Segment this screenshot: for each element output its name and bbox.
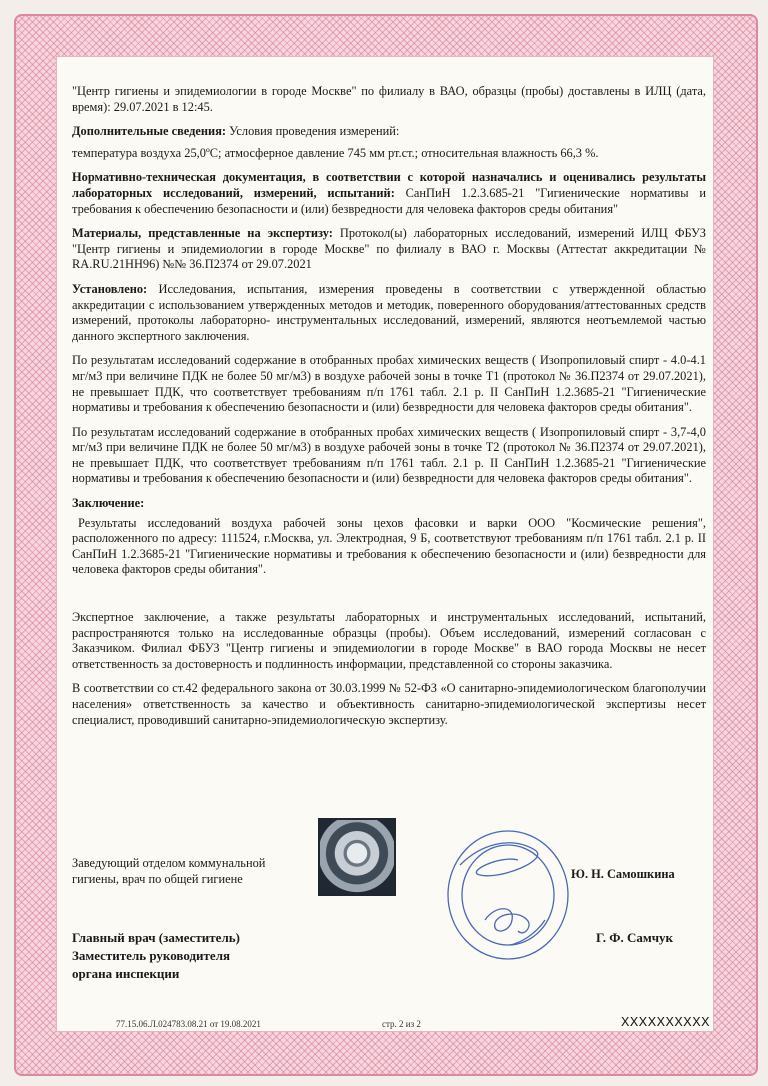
head-signatory-name: Ю. Н. Самошкина bbox=[571, 867, 675, 881]
established-paragraph bbox=[72, 282, 706, 344]
head-signatory-title: Заведующий отделом коммунальной гигиены, врач по общей гигиене bbox=[72, 856, 266, 886]
materials-text: Протокол(ы) лабораторных исследований, измерений ИЛЦ ФБУЗ "Центр гигиены и эпидемиологии в городе Москве" по филиалу в ВАО г. Москвы (Аттестат аккредитации № RA.RU.21НН96) №№ 36.П2374 от 29.07.2021 bbox=[72, 226, 706, 272]
chief-name: Г. Ф. Самчук bbox=[596, 930, 674, 945]
chief-title-line3: органа инспекции bbox=[72, 966, 180, 981]
footer-code: XXXXXXXXXX bbox=[621, 1015, 711, 1031]
chief-title-line1: Главный врач (заместитель) bbox=[72, 930, 240, 945]
conditions-paragraph: температура воздуха 25,0ºС; атмосферное давление 745 мм рт.ст.; относительная влажность 66,3 %. bbox=[72, 145, 599, 160]
additional-label: Дополнительные сведения: bbox=[72, 124, 227, 139]
footer-page-number: стр. 2 из 2 bbox=[382, 1019, 421, 1029]
normative-paragraph bbox=[72, 170, 706, 217]
signature-stamp-icon bbox=[440, 825, 570, 965]
footer-registration: 77.15.06.Л.024783.08.21 от 19.08.2021 bbox=[116, 1019, 261, 1029]
intro-paragraph: "Центр гигиены и эпидемиологии в городе Москве" по филиалу в ВАО, образцы (пробы) доставлены в ИЛЦ (дата, время): 29.07.2021 в 12:45. bbox=[72, 84, 706, 114]
additional-info bbox=[72, 124, 706, 140]
established-text: Исследования, испытания, измерения проведены в соответствии с утвержденной областью аккредитации с использованием утвержденных методов и методик, поверенного оборудования/аттестованных средств измерений, протоколы лабораторно- инструментальных исследований, измерений, являются неотъемлемой частью данного экспертного заключения. bbox=[72, 281, 706, 343]
result-t2-paragraph: По результатам исследований содержание в отобранных пробах химических веществ ( Изопропиловый спирт - 3,7-4,0 мг/м3 при величине ПДК не более 50 мг/м3) в воздухе рабочей зоны в точке Т2 (протокол № 36.П2374 от 29.07.2021), не превышает ПДК, что соответствует требованиям п/п 1761 табл. 2.1 р. II СанПиН 1.2.3685-21 "Гигиенические нормативы и требования к обеспечению безопасности и (или) безвредности для человека факторов среды обитания". bbox=[72, 424, 706, 486]
document-body bbox=[72, 84, 706, 737]
responsibility-paragraph: В соответствии со ст.42 федерального закона от 30.03.1999 № 52-ФЗ «О санитарно-эпидемиологическом благополучии населения» ответственность за качество и объективность санитарно-эпидемиологической экспертизы несет специалист, проводивший санитарно-эпидемиологическую экспертизу. bbox=[72, 681, 706, 727]
chief-title-line2: Заместитель руководителя bbox=[72, 948, 231, 963]
conclusion-label: Заключение: bbox=[72, 496, 145, 511]
normative-label: Нормативно-техническая документация, в соответствии с которой назначались и оценивались результаты лабораторных исследований, измерений, испытаний: bbox=[72, 170, 706, 200]
normative-text: СанПиН 1.2.3.685-21 "Гигиенические нормативы и требования к обеспечению безопасности и (или) безвредности для человека факторов среды обитания" bbox=[72, 185, 706, 216]
result-t1-paragraph: По результатам исследований содержание в отобранных пробах химических веществ ( Изопропиловый спирт - 4.0-4.1 мг/м3 при величине ПДК не более 50 мг/м3) в воздухе рабочей зоны в точке Т1 (протокол № 36.П2374 от 29.07.2021), не превышает ПДК, что соответствует требованиям п/п 1761 табл. 2.1 р. II СанПиН 1.2.3685-21 "Гигиенические нормативы и требования к обеспечению безопасности и (или) безвредности для человека факторов среды обитания". bbox=[72, 353, 706, 415]
materials-paragraph bbox=[72, 226, 706, 273]
disclaimer-paragraph: Экспертное заключение, а также результаты лабораторных и инструментальных исследований, испытаний, распространяются только на исследованные образцы (пробы). Объем исследований, измерений согласован с Заказчиком. Филиал ФБУЗ "Центр гигиены и эпидемиологии в городе Москве" в ВАО города Москвы не несет ответственность за достоверность и подлинность информации, представленной со стороны заказчика. bbox=[72, 610, 706, 671]
official-seal-icon bbox=[318, 818, 396, 896]
additional-text: Условия проведения измерений: bbox=[226, 124, 400, 139]
materials-label: Материалы, представленные на экспертизу: bbox=[72, 226, 333, 241]
conclusion-text: Результаты исследований воздуха рабочей зоны цехов фасовки и варки ООО "Космические решения", расположенного по адресу: 111524, г.Москва, ул. Электродная, 9 Б, соответствуют требованиям п/п 1761 табл. 2.1 р. II СанПиН 1.2.3685-21 "Гигиенические нормативы и требования к обеспечению безопасности и (или) безвредности для человека факторов среды обитания". bbox=[72, 515, 706, 577]
established-label: Установлено: bbox=[72, 281, 148, 296]
